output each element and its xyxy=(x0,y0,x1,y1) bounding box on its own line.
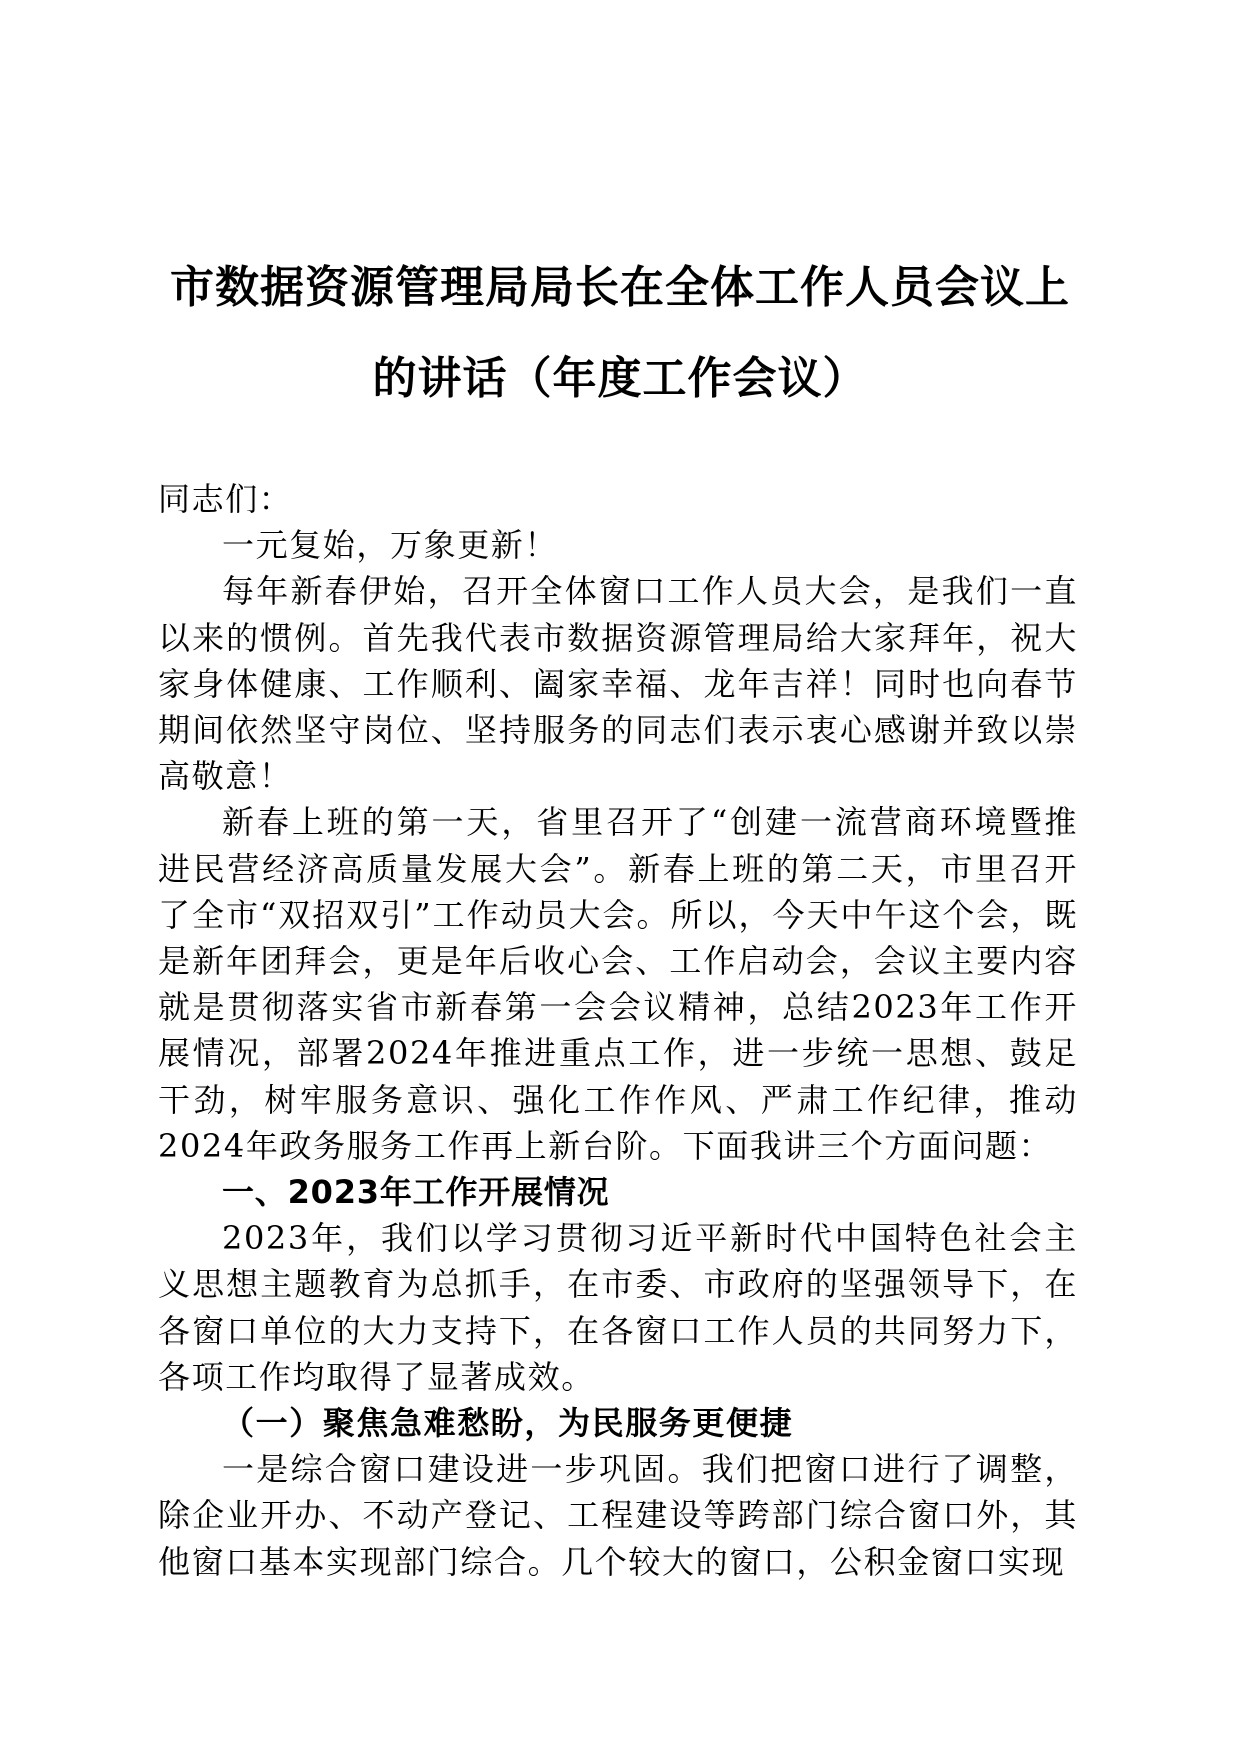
document-title-line-1: 市数据资源管理局局长在全体工作人员会议上 xyxy=(170,262,1070,313)
subsection-heading-1: （一）聚焦急难愁盼，为民服务更便捷 xyxy=(222,1404,794,1443)
document-body xyxy=(158,476,1078,1585)
paragraph-2023-summary: 2023年，我们以学习贯彻习近平新时代中国特色社会主义思想主题教育为总抓手，在市委、市政府的坚强领导下，在各窗口单位的大力支持下，在各窗口工作人员的共同努力下，各项工作均取得了显著成效。 xyxy=(158,1219,1078,1396)
paragraph-greeting: 一元复始，万象更新！ xyxy=(222,526,559,565)
document-title-line-2: 的讲话（年度工作会议） xyxy=(372,353,868,404)
salutation: 同志们： xyxy=(158,480,293,518)
section-heading-1: 一、2023年工作开展情况 xyxy=(222,1173,610,1212)
paragraph-window-construction: 一是综合窗口建设进一步巩固。我们把窗口进行了调整，除企业开办、不动产登记、工程建设等跨部门综合窗口外，其他窗口基本实现部门综合。几个较大的窗口，公积金窗口实现 xyxy=(158,1450,1078,1581)
paragraph-new-year-wishes: 每年新春伊始，召开全体窗口工作人员大会，是我们一直以来的惯例。首先我代表市数据资源管理局给大家拜年，祝大家身体健康、工作顺利、阖家幸福、龙年吉祥！同时也向春节期间依然坚守岗位、坚持服务的同志们表示衷心感谢并致以崇高敬意！ xyxy=(158,572,1078,796)
paragraph-meeting-purpose: 新春上班的第一天，省里召开了“创建一流营商环境暨推进民营经济高质量发展大会”。新春上班的第二天，市里召开了全市“双招双引”工作动员大会。所以，今天中午这个会，既是新年团拜会，更是年后收心会、工作启动会，会议主要内容就是贯彻落实省市新春第一会会议精神，总结2023年工作开展情况，部署2024年推进重点工作，进一步统一思想、鼓足干劲，树牢服务意识、强化工作作风、严肃工作纪律，推动2024年政务服务工作再上新台阶。下面我讲三个方面问题： xyxy=(158,803,1078,1165)
